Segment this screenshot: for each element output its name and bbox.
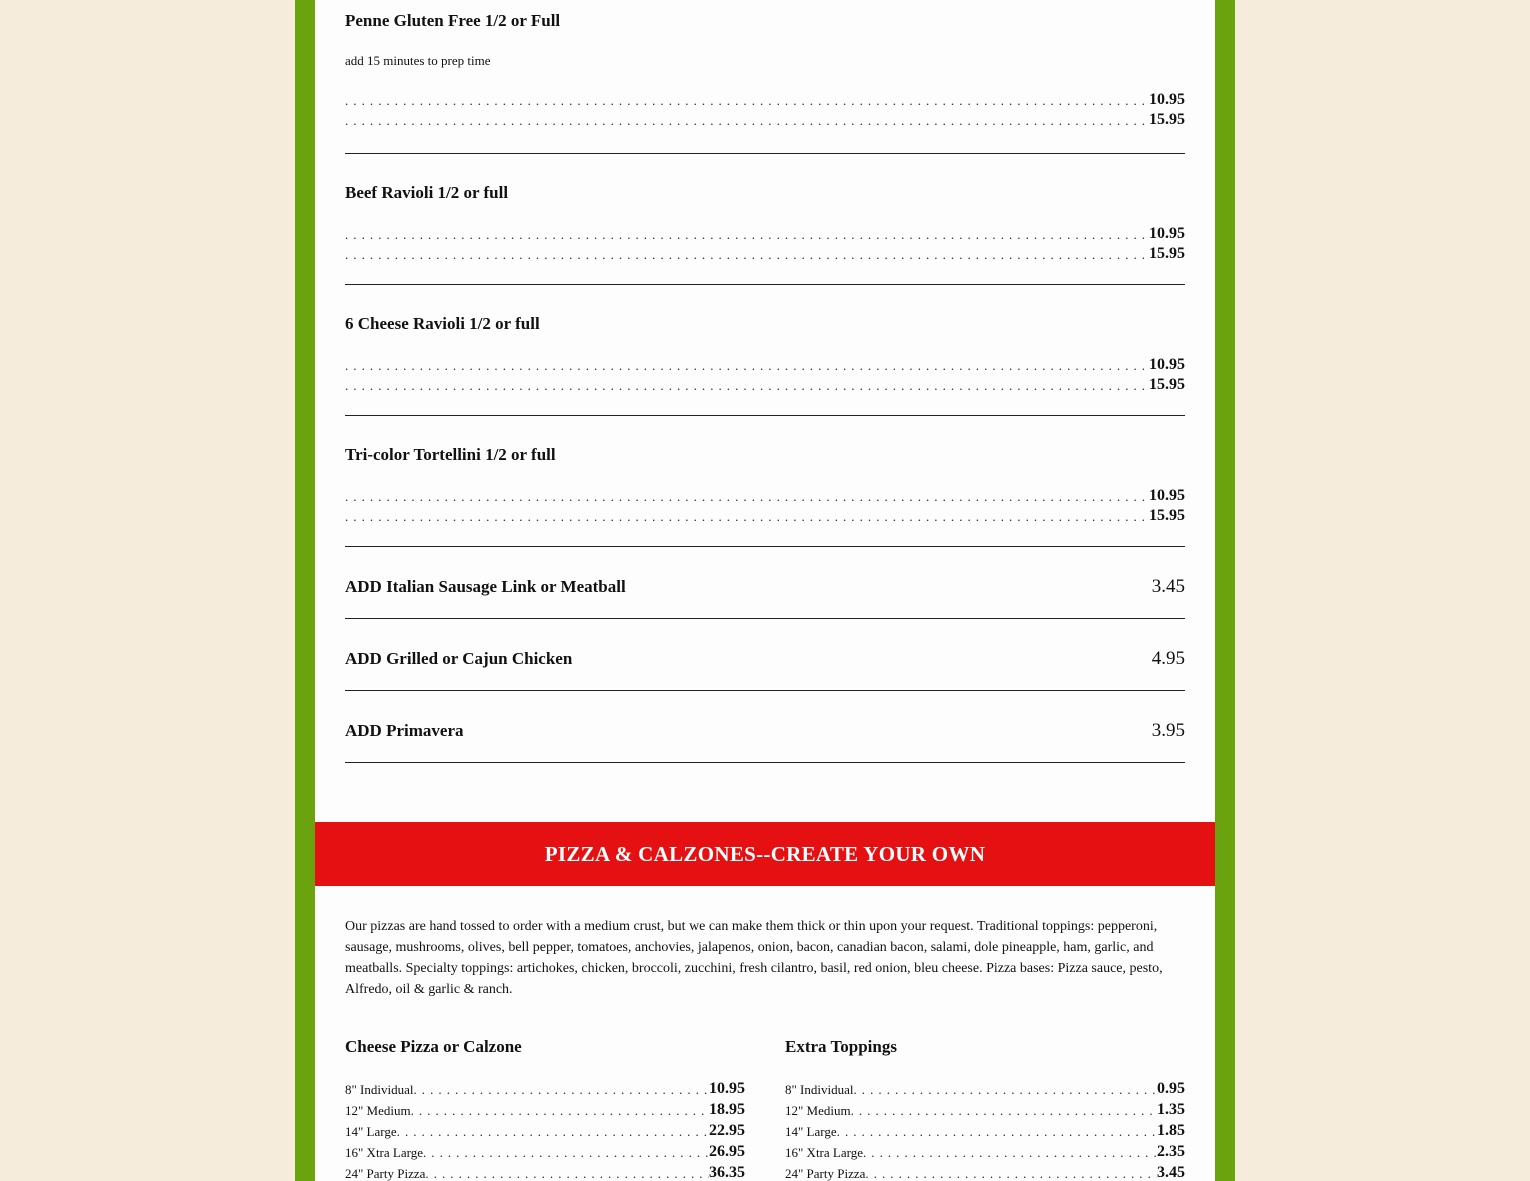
price: 26.95	[709, 1143, 745, 1160]
dot-leader	[345, 358, 1149, 374]
item-title: Penne Gluten Free 1/2 or Full	[345, 11, 561, 30]
divider	[345, 153, 1185, 154]
addon-price: 3.45	[1151, 576, 1185, 597]
column-title: Cheese Pizza or Calzone	[345, 1037, 522, 1056]
dot-leader	[414, 1082, 710, 1098]
price-row-full	[345, 505, 1185, 525]
price-row	[345, 1077, 745, 1098]
price-row	[785, 1161, 1185, 1181]
size-label: 8" Individual	[345, 1082, 414, 1097]
price: 2.35	[1157, 1143, 1185, 1160]
price: 10.95	[1149, 91, 1185, 108]
price-row-full	[345, 243, 1185, 263]
price: 36.35	[709, 1164, 745, 1181]
divider	[345, 415, 1185, 416]
dot-leader	[345, 489, 1149, 505]
price: 22.95	[709, 1122, 745, 1139]
price: 15.95	[1149, 111, 1185, 128]
price-row-full	[345, 109, 1185, 129]
section-banner-pizza	[315, 822, 1215, 886]
size-label: 12" Medium	[345, 1103, 411, 1118]
price-row	[345, 1140, 745, 1161]
dot-leader	[425, 1166, 709, 1181]
dot-leader	[345, 113, 1149, 129]
cheese-price-list	[345, 1077, 745, 1181]
dot-leader	[423, 1145, 709, 1161]
extra-toppings-column	[785, 1037, 1185, 1181]
price-row	[785, 1077, 1185, 1098]
price: 10.95	[1149, 487, 1185, 504]
dot-leader	[345, 93, 1149, 109]
price: 0.95	[1157, 1080, 1185, 1097]
price-row	[345, 1161, 745, 1181]
column-title: Extra Toppings	[785, 1037, 897, 1056]
price-row	[345, 1098, 745, 1119]
menu-item-tri-color-tortellini	[345, 445, 1185, 525]
item-note: add 15 minutes to prep time	[345, 53, 491, 68]
size-label: 14" Large	[785, 1124, 837, 1139]
size-label: 12" Medium	[785, 1103, 851, 1118]
size-label: 14" Large	[345, 1124, 397, 1139]
price: 3.45	[1157, 1164, 1185, 1181]
dot-leader	[345, 247, 1149, 263]
dot-leader	[863, 1145, 1157, 1161]
price-row-half	[345, 354, 1185, 374]
price: 10.95	[1149, 225, 1185, 242]
item-title: Beef Ravioli 1/2 or full	[345, 183, 509, 202]
price: 10.95	[1149, 356, 1185, 373]
addon-name: ADD Grilled or Cajun Chicken	[345, 649, 573, 668]
addon-price: 3.95	[1151, 720, 1185, 741]
dot-leader	[851, 1103, 1157, 1119]
pizza-description-block	[345, 916, 1185, 1000]
size-label: 24" Party Pizza	[785, 1166, 866, 1181]
item-title: 6 Cheese Ravioli 1/2 or full	[345, 314, 540, 333]
price: 15.95	[1149, 245, 1185, 262]
dot-leader	[854, 1082, 1158, 1098]
cheese-pizza-column	[345, 1037, 745, 1181]
menu-item-penne-gluten-free	[345, 11, 1185, 129]
price: 10.95	[709, 1080, 745, 1097]
menu-page	[315, 0, 1215, 1181]
item-title: Tri-color Tortellini 1/2 or full	[345, 445, 556, 464]
toppings-price-list	[785, 1077, 1185, 1181]
addon-price: 4.95	[1151, 648, 1185, 669]
price: 18.95	[709, 1101, 745, 1118]
dot-leader	[345, 227, 1149, 243]
price: 15.95	[1149, 507, 1185, 524]
dot-leader	[865, 1166, 1157, 1181]
price-row	[785, 1098, 1185, 1119]
addon-name: ADD Italian Sausage Link or Meatball	[345, 577, 626, 596]
section-title: PIZZA & CALZONES--CREATE YOUR OWN	[544, 841, 986, 866]
price: 15.95	[1149, 376, 1185, 393]
divider	[345, 762, 1185, 763]
menu-item-6-cheese-ravioli	[345, 314, 1185, 394]
price-row-full	[345, 374, 1185, 394]
divider	[345, 690, 1185, 691]
menu-item-beef-ravioli	[345, 183, 1185, 263]
divider	[345, 546, 1185, 547]
size-label: 24" Party Pizza	[345, 1166, 426, 1181]
addon-sausage-meatball	[345, 575, 1185, 599]
dot-leader	[345, 509, 1149, 525]
price-row	[785, 1140, 1185, 1161]
dot-leader	[345, 378, 1149, 394]
size-label: 16" Xtra Large	[345, 1145, 423, 1160]
addon-primavera	[345, 719, 1185, 743]
addon-name: ADD Primavera	[345, 721, 464, 740]
divider	[345, 618, 1185, 619]
divider	[345, 284, 1185, 285]
price-row-half	[345, 485, 1185, 505]
addon-chicken	[345, 647, 1185, 671]
price-row	[785, 1119, 1185, 1140]
price-row-half	[345, 89, 1185, 109]
price-row	[345, 1119, 745, 1140]
price: 1.35	[1157, 1101, 1185, 1118]
dot-leader	[837, 1124, 1157, 1140]
dot-leader	[411, 1103, 709, 1119]
pizza-description: Our pizzas are hand tossed to order with a medium crust, but we can make them thick or thin upon your request. Traditional toppings: pepperoni, sausage, mushrooms, olives, bell pepper, tomatoes, anchovies, jalapenos, onion, bacon, canadian bacon, salami, dole pineapple, ham, garlic, and meatballs. Specialty toppings: artichokes, chicken, broccoli, zucchini, fresh cilantro, basil, red onion, bleu cheese. Pizza bases: Pizza sauce, pesto, Alfredo, oil & garlic & ranch.	[345, 919, 1163, 997]
price-row-half	[345, 223, 1185, 243]
dot-leader	[397, 1124, 709, 1140]
price: 1.85	[1157, 1122, 1185, 1139]
size-label: 8" Individual	[785, 1082, 854, 1097]
size-label: 16" Xtra Large	[785, 1145, 863, 1160]
